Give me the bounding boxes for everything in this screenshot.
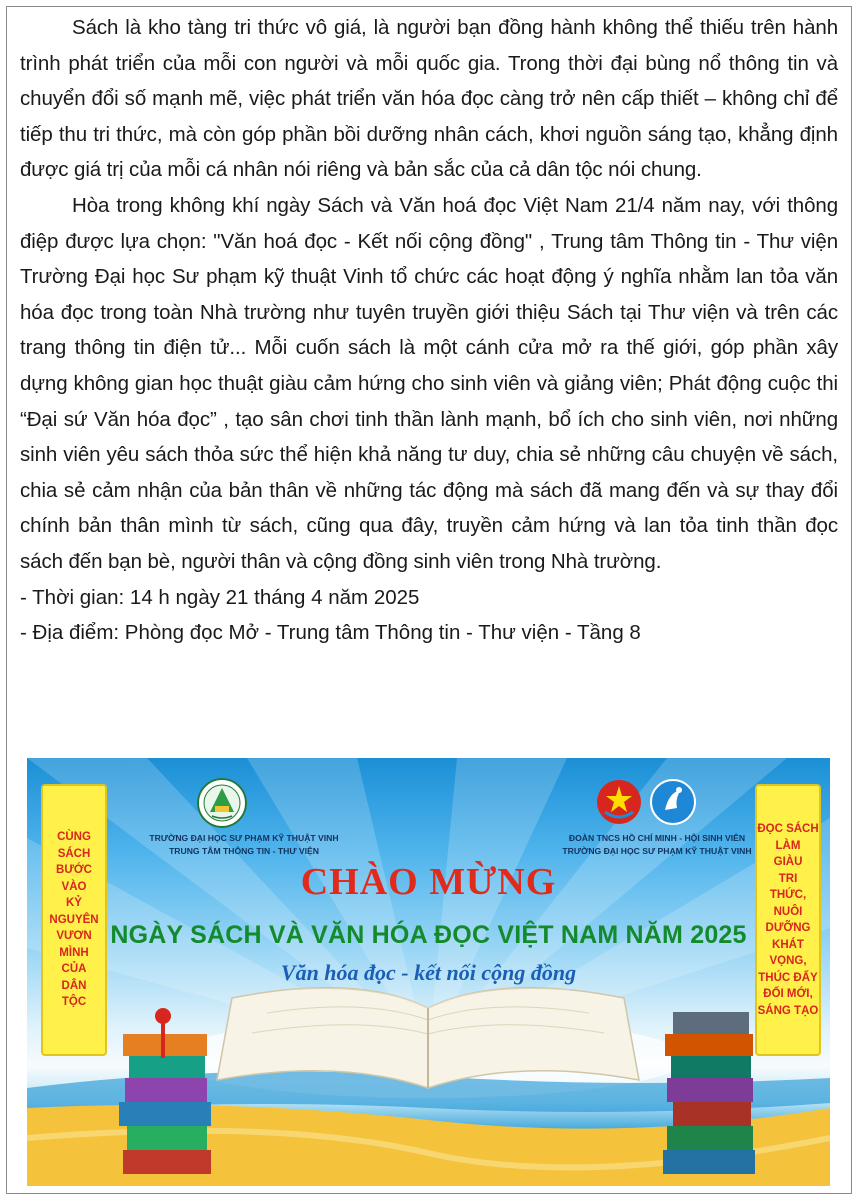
event-banner — [27, 758, 830, 1186]
organizer-left-line: TRUNG TÂM THÔNG TIN - THƯ VIỆN — [169, 846, 319, 856]
banner-subtitle: NGÀY SÁCH VÀ VĂN HÓA ĐỌC VIỆT NAM NĂM 2025 — [110, 921, 747, 949]
left-book-stack-icon — [119, 1008, 211, 1174]
left-panel-word: VÀO — [61, 880, 87, 893]
left-panel-word: CÙNG — [57, 831, 91, 844]
right-panel-word: NUÔI — [773, 905, 803, 918]
left-panel-word: KỶ — [66, 897, 82, 910]
paragraph-event: Hòa trong không khí ngày Sách và Văn hoá đọc Việt Nam 21/4 năm nay, với thông điệp được lựa chọn: "Văn hoá đọc - Kết nối cộng đồng" , Trung tâm Thông tin - Thư viện Trường Đại học Sư phạm kỹ thuật Vinh tổ chức các hoạt động ý nghĩa nhằm lan tỏa văn hóa đọc trong toàn Nhà trường như tuyên truyền giới thiệu Sách tại Thư viện và trên các trang thông tin điện tử... Mỗi cuốn sách là một cánh cửa mở ra thế giới, góp phần xây dựng không gian học thuật giàu cảm hứng cho sinh viên và giảng viên; Phát động cuộc thi “Đại sứ Văn hóa đọc” , tạo sân chơi tinh thần lành mạnh, bổ ích cho sinh viên, nơi những sinh viên yêu sách thỏa sức thể hiện khả năng tư duy, chia sẻ những câu chuyện về sách, chia sẻ cảm nhận của bản thân về những tác động mà sách đã mang đến và sự thay đổi chính bản thân mình từ sách, cũng qua đây, truyền cảm hứng và lan tỏa tinh thần đọc sách đến bạn bè, người thân và cộng đồng sinh viên trong Nhà trường. — [20, 193, 838, 573]
paragraph-intro: Sách là kho tàng tri thức vô giá, là người bạn đồng hành không thể thiếu trên hành trình phát triển của mỗi con người và mỗi quốc gia. Trong thời đại bùng nổ thông tin và chuyển đổi số mạnh mẽ, việc phát triển văn hóa đọc càng trở nên cấp thiết – không chỉ để tiếp thu tri thức, mà còn góp phần bồi dưỡng nhân cách, khơi nguồn sáng tạo, khẳng định được giá trị của mỗi cá nhân nói riêng và bản sắc của cả dân tộc nói chung. — [20, 16, 838, 182]
right-panel-word: THỨC, — [769, 889, 807, 901]
left-panel-word: NGUYÊN — [49, 913, 99, 926]
left-panel-word: SÁCH — [57, 847, 91, 860]
left-panel-word: CỦA — [61, 963, 87, 976]
event-location: - Địa điểm: Phòng đọc Mở - Trung tâm Thông tin - Thư viện - Tầng 8 — [20, 621, 641, 645]
right-book-stack-icon — [663, 1012, 755, 1174]
left-panel-word: VƯƠN — [56, 930, 92, 943]
right-panel-word: VỌNG, — [769, 955, 807, 967]
right-panel-word: GIÀU — [773, 856, 803, 868]
left-panel-word: TỘC — [61, 996, 87, 1009]
open-book-icon — [217, 988, 639, 1088]
books-illustration — [27, 758, 830, 1186]
left-panel-word: DÂN — [61, 979, 87, 992]
right-panel-word: LÀM — [775, 839, 801, 852]
left-panel-word: MÌNH — [59, 946, 89, 959]
right-panel-word: DƯỠNG — [765, 922, 811, 934]
organizer-right-line: ĐOÀN TNCS HỒ CHÍ MINH - HỘI SINH VIÊN — [568, 833, 746, 843]
right-panel-word: ĐỌC SÁCH — [757, 823, 819, 835]
right-panel-word: ĐỔI MỚI, — [763, 988, 813, 1000]
banner-title: CHÀO MỪNG — [300, 861, 557, 903]
right-panel-word: KHÁT — [772, 938, 804, 951]
left-panel-word: BƯỚC — [56, 864, 92, 877]
right-panel-word: TRI — [778, 872, 798, 885]
article-body — [20, 10, 838, 651]
organizer-right-line: TRƯỜNG ĐẠI HỌC SƯ PHẠM KỸ THUẬT VINH — [562, 846, 752, 856]
right-panel-word: THÚC ĐẨY — [758, 971, 818, 984]
event-time: - Thời gian: 14 h ngày 21 tháng 4 năm 2025 — [20, 585, 420, 609]
organizer-left-line: TRƯỜNG ĐẠI HỌC SƯ PHẠM KỸ THUẬT VINH — [149, 833, 339, 843]
banner-slogan: Văn hóa đọc - kết nối cộng đồng — [280, 960, 577, 985]
right-panel-word: SÁNG TẠO — [757, 1004, 819, 1017]
